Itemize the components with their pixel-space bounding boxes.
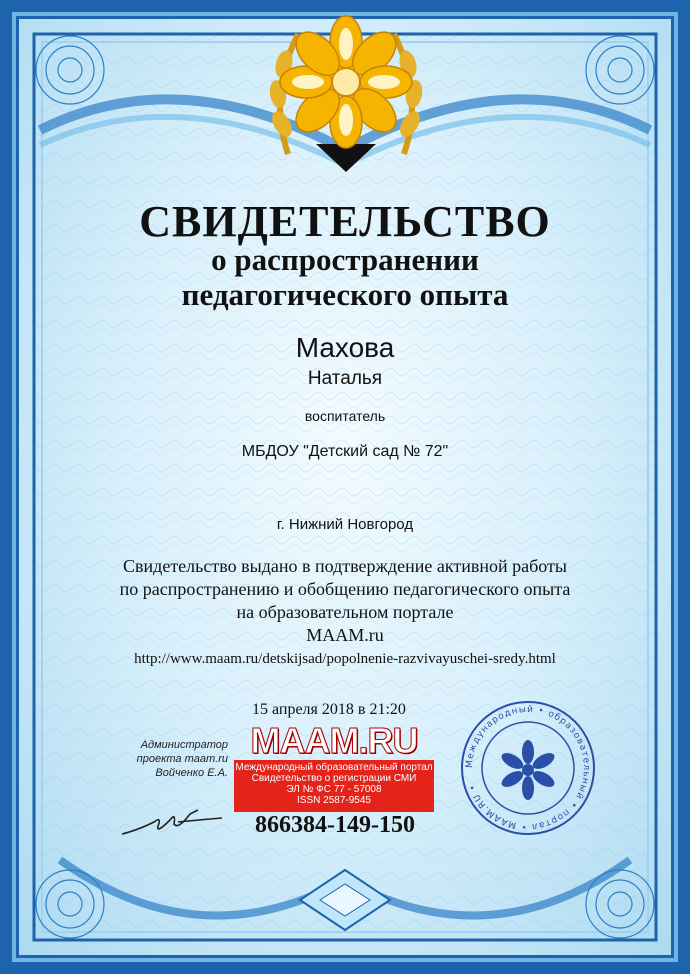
logo-caption: Свидетельство о регистрации СМИ: [251, 773, 417, 784]
flower-emblem-icon: [258, 4, 434, 180]
logo-caption: Международный образовательный портал: [235, 762, 433, 773]
recipient-organization: МБДОУ "Детский сад № 72": [241, 443, 449, 460]
body-line: на образовательном портале: [236, 602, 454, 622]
issue-date: 15 апреля 2018 в 21:20: [252, 701, 406, 718]
official-seal-icon: [448, 698, 608, 838]
certificate-subtitle-line2: педагогического опыта: [181, 277, 509, 312]
admin-line: Войченко Е.А.: [155, 767, 228, 779]
publication-url: http://www.maam.ru/detskijsad/popolnenie-razvivayuschei-sredy.html: [134, 651, 556, 667]
admin-line: Администратор: [140, 739, 228, 751]
recipient-position: воспитатель: [304, 408, 386, 424]
logo-wordmark: MAAM.RU: [250, 720, 418, 761]
body-line: MAAM.ru: [306, 625, 384, 645]
certificate-title: СВИДЕТЕЛЬСТВО: [139, 197, 551, 246]
registration-number: 866384-149-150: [255, 812, 415, 838]
certificate-subtitle-line1: о распространении: [211, 242, 479, 277]
certificate-body: [0, 555, 690, 647]
signature-icon: [118, 800, 228, 840]
body-line: Свидетельство выдано в подтверждение активной работы: [123, 556, 567, 576]
logo-caption: ISSN 2587-9545: [297, 795, 371, 806]
admin-line: проекта maam.ru: [136, 753, 228, 765]
recipient-city: г. Нижний Новгород: [276, 516, 414, 533]
admin-signature-block: [108, 738, 228, 780]
logo-caption: ЭЛ № ФС 77 - 57008: [286, 784, 382, 795]
svg-text:Международный • образовательны: Международный • образовательный • портал • MAAM.RU •: [464, 704, 592, 832]
recipient-surname: Махова: [295, 332, 395, 363]
recipient-first-name: Наталья: [307, 368, 383, 389]
body-line: по распространению и обобщению педагогического опыта: [119, 579, 571, 599]
maam-logo: [232, 720, 436, 812]
